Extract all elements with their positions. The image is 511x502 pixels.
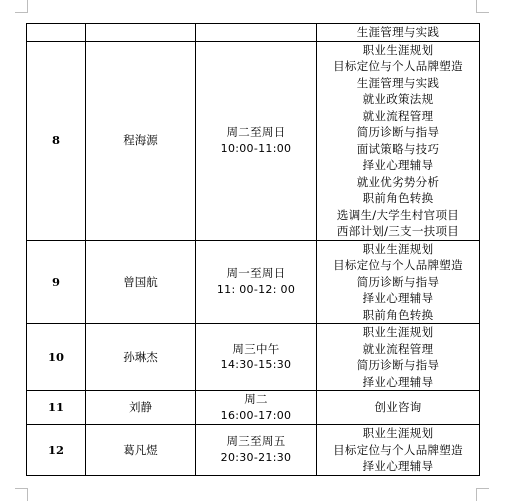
advisor-name: 孙琳杰 bbox=[86, 324, 196, 391]
topics-cell bbox=[317, 240, 480, 324]
topic-item: 选调生/大学生村官项目 bbox=[336, 207, 460, 222]
topic-item: 职业生涯规划 bbox=[362, 325, 434, 339]
page-corner-mark-bottom-right bbox=[476, 488, 489, 501]
topics-cell bbox=[317, 41, 480, 240]
topic-item: 就业政策法规 bbox=[362, 92, 434, 106]
topics-cell bbox=[317, 391, 480, 425]
topic-item: 就业流程管理 bbox=[362, 341, 434, 356]
time-days: 周三中午 bbox=[232, 341, 280, 356]
time-cell bbox=[196, 324, 317, 391]
advisor-name bbox=[86, 24, 196, 42]
table-row bbox=[27, 391, 480, 425]
time-days: 周二至周日 bbox=[226, 125, 286, 139]
time-cell bbox=[196, 240, 317, 324]
time-days: 周二 bbox=[244, 392, 268, 406]
topic-item: 职业生涯规划 bbox=[362, 241, 434, 256]
time-hours: 11: 00-12: 00 bbox=[216, 282, 296, 296]
topic-item: 择业心理辅导 bbox=[362, 158, 434, 172]
table-row bbox=[27, 41, 480, 240]
advisor-name: 葛凡煜 bbox=[86, 425, 196, 476]
consultation-schedule-table bbox=[26, 23, 480, 476]
topics-cell bbox=[317, 425, 480, 476]
table-row bbox=[27, 425, 480, 476]
topic-item: 目标定位与个人品牌塑造 bbox=[333, 258, 463, 272]
topic-item: 简历诊断与指导 bbox=[356, 358, 440, 372]
time-days: 周三至周五 bbox=[226, 434, 286, 449]
topic-item: 目标定位与个人品牌塑造 bbox=[333, 442, 463, 457]
topic-item: 简历诊断与指导 bbox=[356, 274, 440, 289]
topic-item: 择业心理辅导 bbox=[362, 374, 434, 389]
topic-item: 择业心理辅导 bbox=[362, 291, 434, 305]
time-hours: 16:00-17:00 bbox=[220, 408, 292, 422]
time-cell bbox=[196, 24, 317, 42]
advisor-name: 曾国航 bbox=[86, 240, 196, 324]
time-cell bbox=[196, 41, 317, 240]
topics-cell bbox=[317, 324, 480, 391]
time-days: 周一至周日 bbox=[226, 266, 286, 281]
topic-item: 生涯管理与实践 bbox=[356, 25, 440, 39]
topic-item: 西部计划/三支一扶项目 bbox=[336, 224, 460, 238]
advisor-name: 刘静 bbox=[86, 391, 196, 425]
time-hours: 14:30-15:30 bbox=[220, 358, 292, 371]
topic-item: 面试策略与技巧 bbox=[356, 141, 440, 156]
topic-item: 择业心理辅导 bbox=[362, 459, 434, 473]
table-row bbox=[27, 240, 480, 324]
page-corner-mark-bottom-left bbox=[15, 488, 28, 501]
table-row bbox=[27, 24, 480, 42]
topic-item: 职前角色转换 bbox=[362, 307, 434, 322]
time-cell bbox=[196, 425, 317, 476]
topic-item: 职前角色转换 bbox=[362, 191, 434, 205]
table-row bbox=[27, 324, 480, 391]
topic-item: 就业优劣势分析 bbox=[356, 174, 440, 189]
topic-item: 职业生涯规划 bbox=[362, 42, 434, 57]
time-hours: 10:00-11:00 bbox=[220, 141, 292, 155]
topic-item: 就业流程管理 bbox=[362, 108, 434, 123]
topic-item: 生涯管理与实践 bbox=[356, 75, 440, 90]
topic-item: 创业咨询 bbox=[374, 400, 422, 415]
topic-item: 简历诊断与指导 bbox=[356, 125, 440, 139]
topic-item: 职业生涯规划 bbox=[362, 426, 434, 440]
topics-cell bbox=[317, 24, 480, 42]
page-corner-mark-top-left bbox=[15, 0, 28, 13]
advisor-name: 程海源 bbox=[86, 41, 196, 240]
page-corner-mark-top-right bbox=[476, 0, 489, 13]
time-cell bbox=[196, 391, 317, 425]
row-number: 9 bbox=[27, 240, 86, 324]
row-number bbox=[27, 24, 86, 42]
row-number: 12 bbox=[27, 425, 86, 476]
row-number: 10 bbox=[27, 324, 86, 391]
schedule-table-body bbox=[27, 24, 480, 476]
row-number: 11 bbox=[27, 391, 86, 425]
topic-item: 目标定位与个人品牌塑造 bbox=[333, 59, 463, 73]
row-number: 8 bbox=[27, 41, 86, 240]
time-hours: 20:30-21:30 bbox=[220, 450, 292, 464]
